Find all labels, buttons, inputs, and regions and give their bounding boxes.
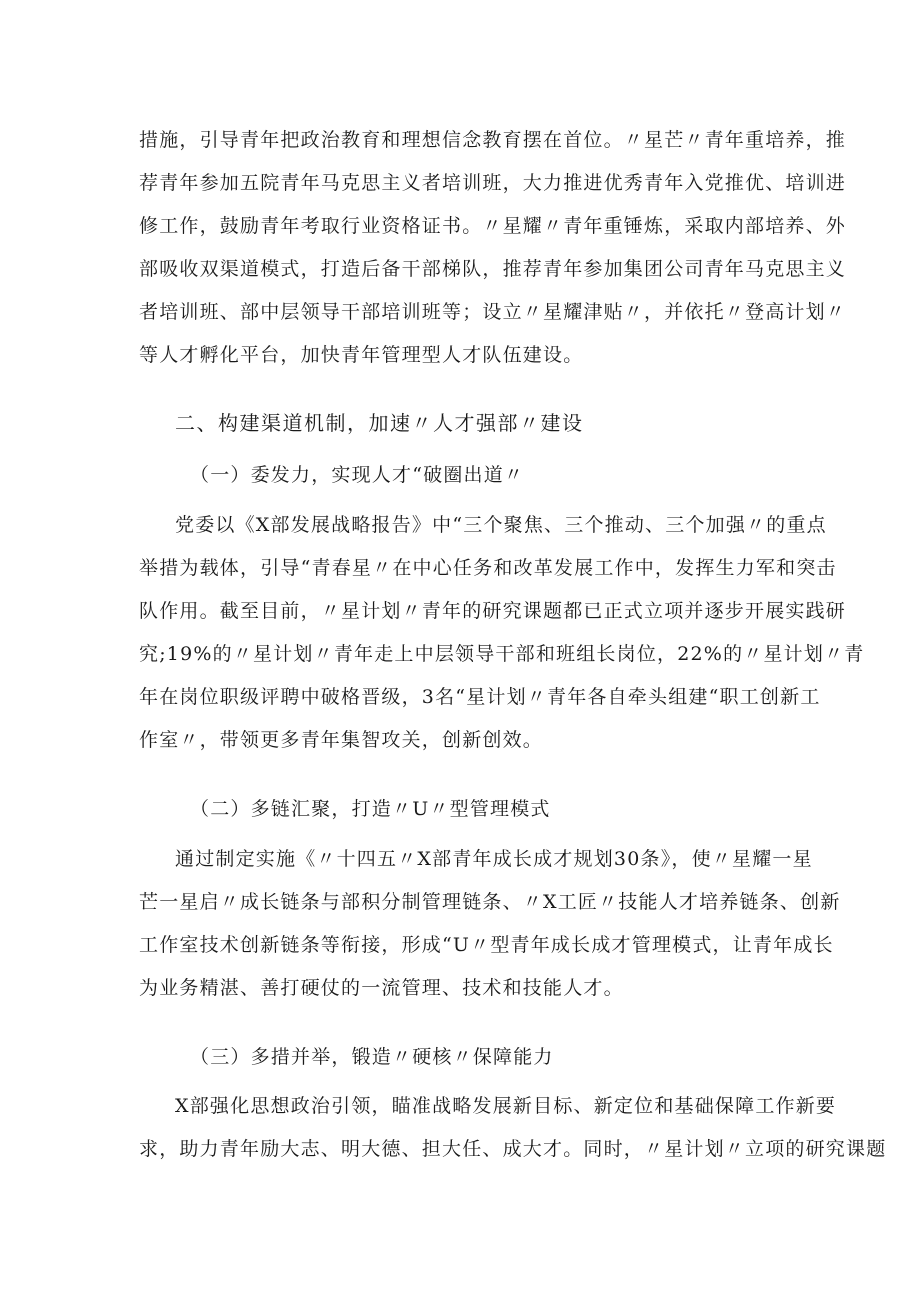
paragraph-line: X部强化思想政治引领，瞄准战略发展新目标、新定位和基础保障工作新要 (175, 1095, 837, 1117)
paragraph-line: 芒一星启〃成长链条与部积分制管理链条、〃X工匠〃技能人才培养链条、创新 (139, 891, 841, 913)
paragraph-line: 求，助力青年励大志、明大德、担大任、成大才。同时，〃星计划〃立项的研究课题 (139, 1138, 887, 1160)
paragraph-line: 究;19%的〃星计划〃青年走上中层领导干部和班组长岗位，22%的〃星计划〃青 (139, 643, 865, 665)
subsection-title: （二）多链汇聚，打造〃U〃型管理模式 (190, 798, 551, 820)
paragraph-line: 等人才孵化平台，加快青年管理型人才队伍建设。 (139, 344, 584, 366)
paragraph-line: 工作室技术创新链条等衔接，形成“U〃型青年成长成才管理模式，让青年成长 (139, 934, 834, 956)
paragraph-line: 年在岗位职级评聘中破格晋级，3名“星计划〃青年各自牵头组建“职工创新工 (139, 686, 821, 708)
paragraph-line: 部吸收双渠道模式，打造后备干部梯队，推荐青年参加集团公司青年马克思主义 (139, 258, 847, 280)
paragraph-line: 举措为载体，引导“青春星〃在中心任务和改革发展工作中，发挥生力军和突击 (139, 557, 837, 579)
paragraph-line: 通过制定实施《〃十四五〃X部青年成长成才规划30条》，使〃星耀一星 (175, 848, 813, 870)
paragraph-line: 者培训班、部中层领导干部培训班等；设立〃星耀津贴〃，并依托〃登高计划〃 (139, 301, 847, 323)
paragraph-line: 作室〃，带领更多青年集智攻关，创新创效。 (139, 729, 544, 751)
paragraph-line: 修工作，鼓励青年考取行业资格证书。〃星耀〃青年重锤炼，采取内部培养、外 (139, 215, 847, 237)
paragraph-line: 队作用。截至目前，〃星计划〃青年的研究课题都已正式立项并逐步开展实践研 (139, 600, 847, 622)
subsection-title: （一）委发力，实现人才“破圈出道〃 (190, 464, 525, 486)
section-heading: 二、构建渠道机制，加速〃人才强部〃建设 (175, 411, 584, 435)
paragraph-line: 措施，引导青年把政治教育和理想信念教育摆在首位。〃星芒〃青年重培养，推 (139, 129, 847, 151)
paragraph-line: 为业务精湛、善打硬仗的一流管理、技术和技能人才。 (139, 977, 624, 999)
paragraph-line: 荐青年参加五院青年马克思主义者培训班，大力推进优秀青年入党推优、培训进 (139, 172, 847, 194)
paragraph-line: 党委以《X部发展战略报告》中“三个聚焦、三个推动、三个加强〃的重点 (175, 514, 827, 536)
subsection-title: （三）多措并举，锻造〃硬核〃保障能力 (190, 1046, 554, 1068)
